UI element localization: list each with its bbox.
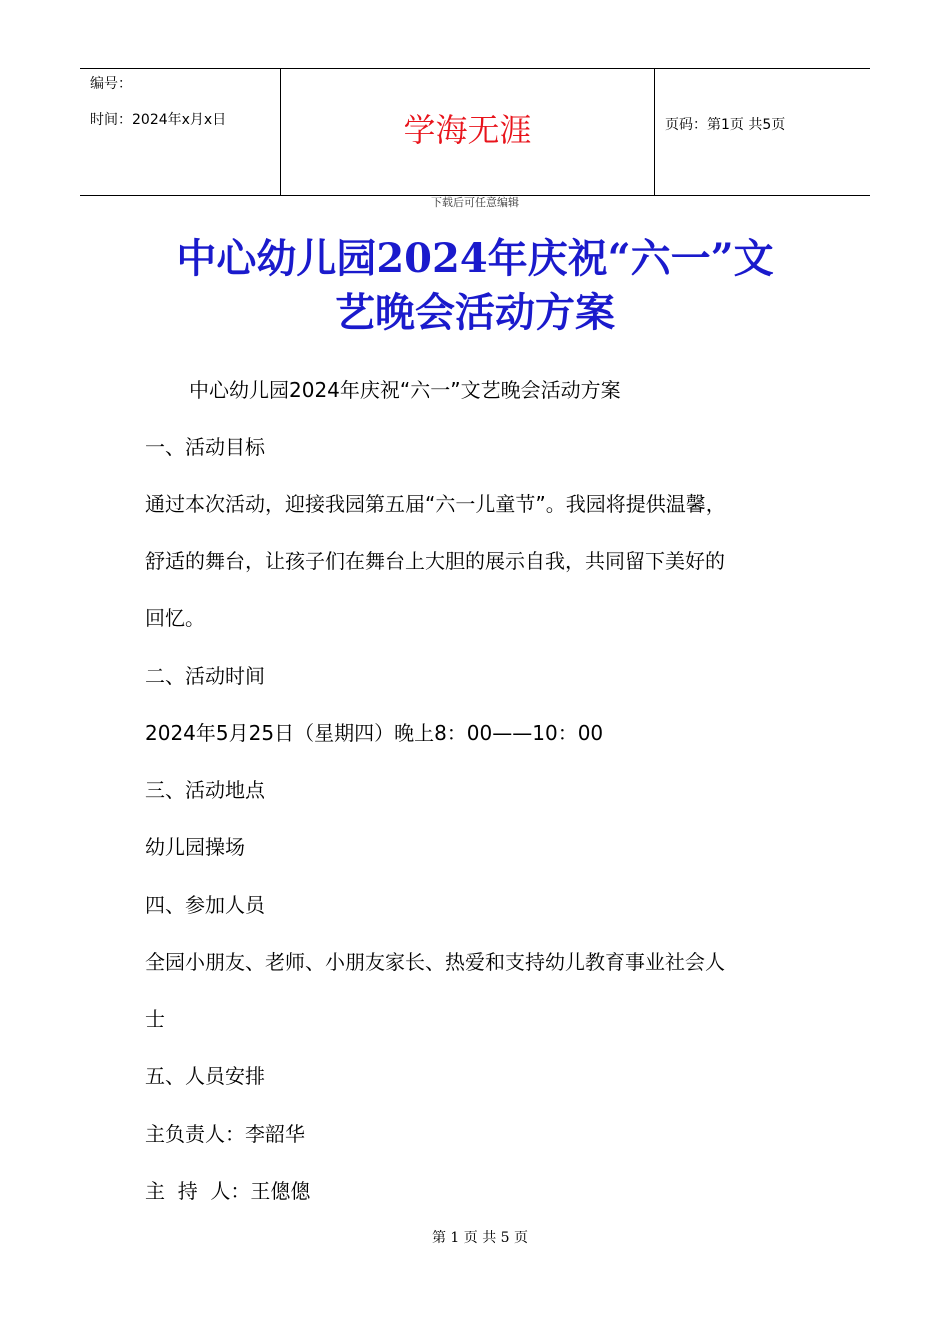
page-info: 页码：第1页 共5页 (665, 117, 786, 133)
section-2-heading: 二、活动时间 (145, 664, 265, 688)
download-note: 下载后可任意编辑 (431, 196, 519, 209)
document-title (100, 232, 850, 340)
code-label: 编号： (90, 76, 132, 92)
section-1-text-3: 回忆。 (145, 606, 205, 630)
header-mid-cell (281, 69, 655, 195)
title-line-1: 中心幼儿园2024年庆祝“六一”文 (176, 235, 774, 282)
section-4-heading: 四、参加人员 (145, 893, 265, 917)
date-line: 时间：2024年x月x日 (90, 112, 227, 128)
title-line-2: 艺晚会活动方案 (335, 289, 615, 336)
section-4-text-1: 全园小朋友、老师、小朋友家长、热爱和支持幼儿教育事业社会人 (145, 950, 725, 974)
section-1-text-1: 通过本次活动，迎接我园第五届“六一儿童节”。我园将提供温馨， (145, 492, 726, 516)
section-3-heading: 三、活动地点 (145, 778, 265, 802)
section-1-text-2: 舒适的舞台，让孩子们在舞台上大胆的展示自我，共同留下美好的 (145, 549, 725, 573)
section-4-text-2: 士 (145, 1007, 165, 1031)
subtitle-line: 中心幼儿园2024年庆祝“六一”文艺晚会活动方案 (189, 378, 621, 402)
section-5-text-2: 主 持 人：王傯傯 (145, 1179, 311, 1203)
document-header (80, 68, 870, 196)
section-1-heading: 一、活动目标 (145, 435, 265, 459)
page-footer: 第 1 页 共 5 页 (431, 1230, 529, 1246)
section-2-text: 2024年5月25日（星期四）晚上8：00——10：00 (145, 721, 604, 745)
section-3-text: 幼儿园操场 (145, 835, 245, 859)
header-right-cell (655, 69, 870, 195)
brand-title: 学海无涯 (403, 111, 532, 149)
section-5-heading: 五、人员安排 (145, 1064, 265, 1088)
header-left-cell (80, 69, 281, 195)
section-5-text-1: 主负责人：李韶华 (145, 1122, 305, 1146)
